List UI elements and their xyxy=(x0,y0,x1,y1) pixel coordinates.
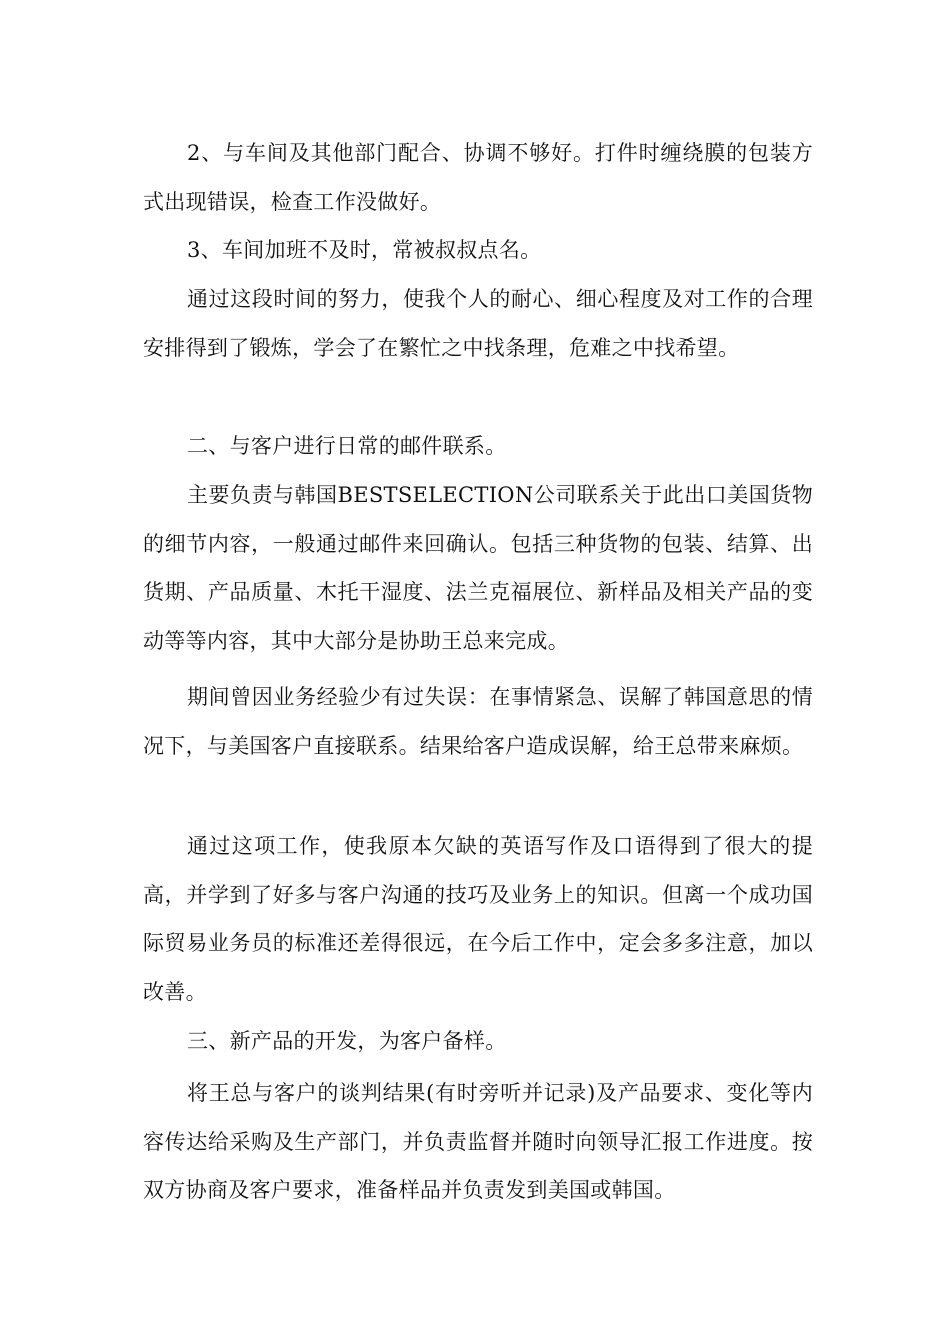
section-heading-new-product: 三、新产品的开发，为客户备样。 xyxy=(187,1029,507,1053)
paragraph-self-improvement: 通过这段时间的努力，使我个人的耐心、细心程度及对工作的合理安排得到了锻炼，学会了在繁忙之中找条理，危难之中找希望。 xyxy=(143,287,813,360)
paragraph-korea-contact: 主要负责与韩国BESTSELECTION公司联系关于此出口美国货物的细节内容，一般通过邮件来回确认。包括三种货物的包装、结算、出货期、产品质量、木托干湿度、法兰克福展位、新样品及相关产品的变动等等内容，其中大部分是协助王总来完成。 xyxy=(143,483,813,653)
paragraph-overtime: 3、车间加班不及时，常被叔叔点名。 xyxy=(187,238,542,262)
paragraph-mistake: 期间曾因业务经验少有过失误：在事情紧急、误解了韩国意思的情况下，与美国客户直接联系。结果给客户造成误解，给王总带来麻烦。 xyxy=(143,685,813,758)
section-heading-email-contact: 二、与客户进行日常的邮件联系。 xyxy=(187,434,507,458)
paragraph-sample-preparation: 将王总与客户的谈判结果(有时旁听并记录)及产品要求、变化等内容传达给采购及生产部门，并负责监督并随时向领导汇报工作进度。按双方协商及客户要求，准备样品并负责发到美国或韩国。 xyxy=(143,1081,813,1202)
paragraph-english-improvement: 通过这项工作，使我原本欠缺的英语写作及口语得到了很大的提高，并学到了好多与客户沟通的技巧及业务上的知识。但离一个成功国际贸易业务员的标准还差得很远，在今后工作中，定会多多注意，加以改善。 xyxy=(143,834,813,1004)
paragraph-workshop-coordination: 2、与车间及其他部门配合、协调不够好。打件时缠绕膜的包装方式出现错误，检查工作没做好。 xyxy=(143,141,813,214)
